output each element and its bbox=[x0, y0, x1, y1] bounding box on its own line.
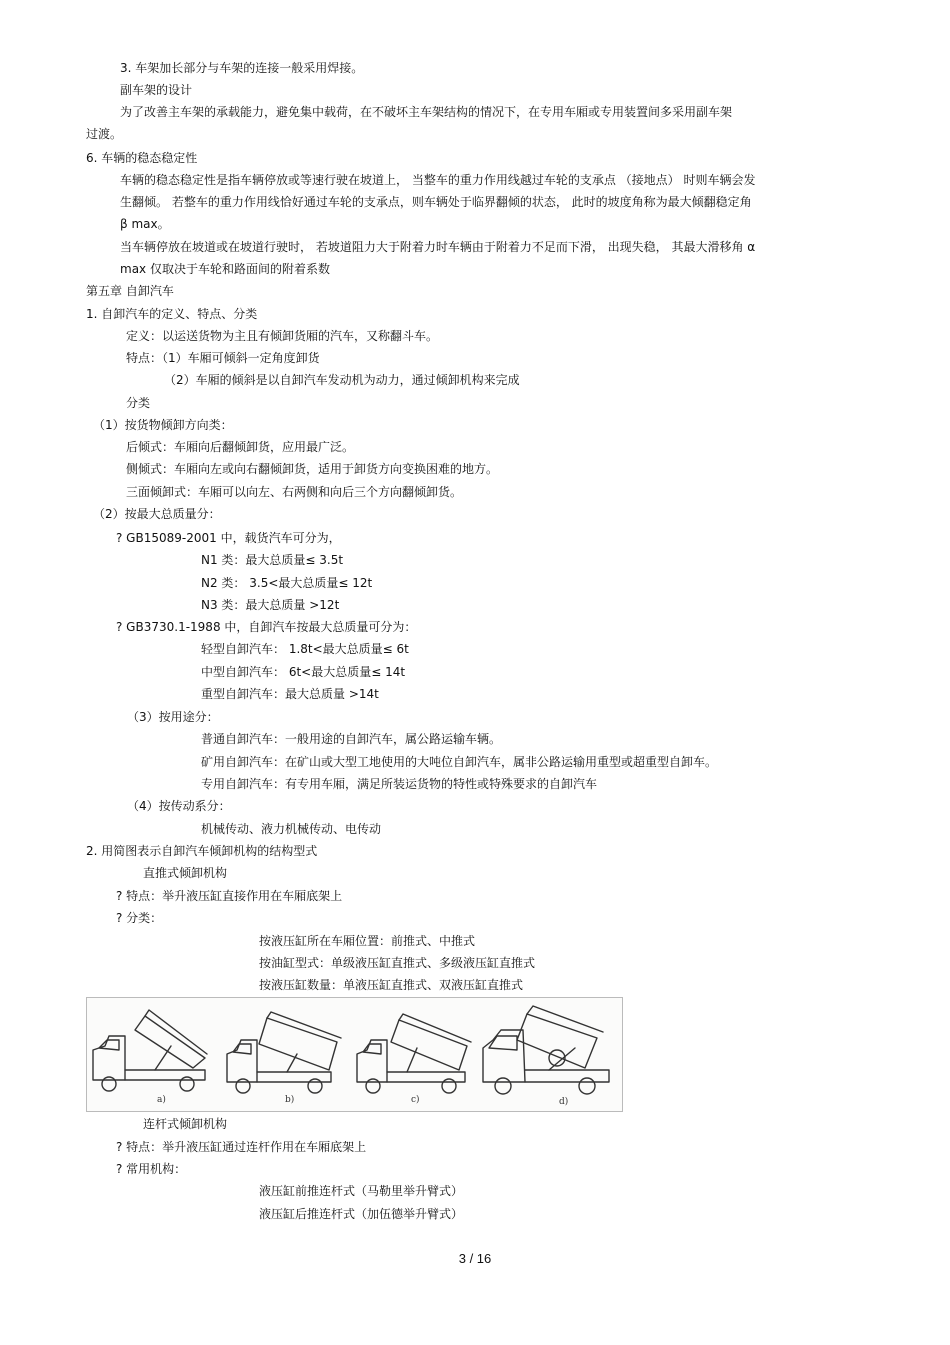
section-heading: 1. 自卸汽车的定义、特点、分类 bbox=[86, 307, 258, 321]
text-line: 矿用自卸汽车：在矿山或大型工地使用的大吨位自卸汽车，属非公路运输用重型或超重型自卸车。 bbox=[201, 755, 718, 769]
text-line: 轻型自卸汽车： 1.8t<最大总质量≤ 6t bbox=[201, 642, 409, 656]
figure-label-d: d) bbox=[559, 1097, 569, 1107]
text-line: 连杆式倾卸机构 bbox=[143, 1117, 228, 1131]
text-line: 按油缸型式：单级液压缸直推式、多级液压缸直推式 bbox=[259, 956, 536, 970]
list-item: ? 常用机构： bbox=[116, 1162, 187, 1176]
text-line: 按液压缸所在车厢位置：前推式、中推式 bbox=[259, 934, 476, 948]
text-line: 直推式倾卸机构 bbox=[143, 866, 228, 880]
list-item: ? GB15089-2001 中，载货汽车可分为， bbox=[116, 531, 341, 545]
dump-truck-figure bbox=[86, 997, 623, 1112]
text-line: 生翻倾。 若整车的重力作用线恰好通过车轮的支承点，则车辆处于临界翻倾的状态， 此时的坡度角称为最大倾翻稳定角 bbox=[120, 195, 752, 209]
text-line: （4）按传动系分： bbox=[127, 799, 231, 813]
text-line: 3. 车架加长部分与车架的连接一般采用焊接。 bbox=[120, 61, 364, 75]
text-line: 特点：（1）车厢可倾斜一定角度卸货 bbox=[126, 351, 320, 365]
truck-sketch-d bbox=[483, 1006, 609, 1094]
text-line: 专用自卸汽车：有专用车厢，满足所装运货物的特性或特殊要求的自卸汽车 bbox=[201, 777, 598, 791]
text-line: 液压缸前推连杆式（马勒里举升臂式） bbox=[259, 1184, 464, 1198]
text-line: 当车辆停放在坡道或在坡道行驶时， 若坡道阻力大于附着力时车辆由于附着力不足而下滑， 出现失稳， 其最大滑移角 α bbox=[120, 240, 756, 254]
text-line: N2 类： 3.5<最大总质量≤ 12t bbox=[201, 576, 373, 590]
text-line: 普通自卸汽车：一般用途的自卸汽车，属公路运输车辆。 bbox=[201, 732, 502, 746]
text-line: 按液压缸数量：单液压缸直推式、双液压缸直推式 bbox=[259, 978, 524, 992]
text-line: 侧倾式：车厢向左或向右翻倾卸货，适用于卸货方向变换困难的地方。 bbox=[126, 462, 499, 476]
figure-label-c: c) bbox=[411, 1095, 420, 1105]
text-line: 三面倾卸式：车厢可以向左、右两侧和向后三个方向翻倾卸货。 bbox=[126, 485, 463, 499]
text-line: （2）车厢的倾斜是以自卸汽车发动机为动力，通过倾卸机构来完成 bbox=[164, 373, 520, 387]
section-heading: 6. 车辆的稳态稳定性 bbox=[86, 151, 198, 165]
chapter-heading: 第五章 自卸汽车 bbox=[86, 284, 174, 298]
text-line: 后倾式：车厢向后翻倾卸货，应用最广泛。 bbox=[126, 440, 355, 454]
text-line: N1 类：最大总质量≤ 3.5t bbox=[201, 553, 344, 567]
text-line: 分类 bbox=[126, 396, 151, 410]
list-item: ? GB3730.1-1988 中，自卸汽车按最大总质量可分为： bbox=[116, 620, 417, 634]
dump-truck-sketches bbox=[87, 998, 622, 1111]
truck-sketch-b bbox=[227, 1012, 341, 1093]
text-line: （2）按最大总质量分： bbox=[93, 507, 221, 521]
section-heading: 2. 用简图表示自卸汽车倾卸机构的结构型式 bbox=[86, 844, 318, 858]
text-line: 副车架的设计 bbox=[120, 83, 193, 97]
page-number: 3 / 16 bbox=[458, 1251, 492, 1266]
list-item: ? 分类： bbox=[116, 911, 163, 925]
text-line: β max。 bbox=[120, 217, 170, 231]
list-item: ? 特点：举升液压缸通过连杆作用在车厢底架上 bbox=[116, 1140, 367, 1154]
truck-sketch-c bbox=[357, 1014, 471, 1093]
text-line: 过渡。 bbox=[86, 127, 123, 141]
text-line: 定义：以运送货物为主且有倾卸货厢的汽车，又称翻斗车。 bbox=[126, 329, 439, 343]
list-item: ? 特点：举升液压缸直接作用在车厢底架上 bbox=[116, 889, 343, 903]
figure-label-a: a) bbox=[157, 1095, 166, 1105]
text-line: 机械传动、液力机械传动、电传动 bbox=[201, 822, 382, 836]
text-line: N3 类：最大总质量 >12t bbox=[201, 598, 340, 612]
figure-label-b: b) bbox=[285, 1095, 295, 1105]
text-line: max 仅取决于车轮和路面间的附着系数 bbox=[120, 262, 330, 276]
text-line: 车辆的稳态稳定性是指车辆停放或等速行驶在坡道上， 当整车的重力作用线越过车轮的支承点 （接地点） 时则车辆会发 bbox=[120, 173, 756, 187]
text-line: 中型自卸汽车： 6t<最大总质量≤ 14t bbox=[201, 665, 406, 679]
text-line: 为了改善主车架的承载能力，避免集中载荷，在不破坏主车架结构的情况下，在专用车厢或专用装置间多采用副车架 bbox=[120, 105, 733, 119]
text-line: 重型自卸汽车：最大总质量 >14t bbox=[201, 687, 379, 701]
text-line: （3）按用途分： bbox=[127, 710, 219, 724]
text-line: （1）按货物倾卸方向类： bbox=[93, 418, 233, 432]
truck-sketch-a bbox=[93, 1010, 207, 1091]
text-line: 液压缸后推连杆式（加伍德举升臂式） bbox=[259, 1207, 464, 1221]
